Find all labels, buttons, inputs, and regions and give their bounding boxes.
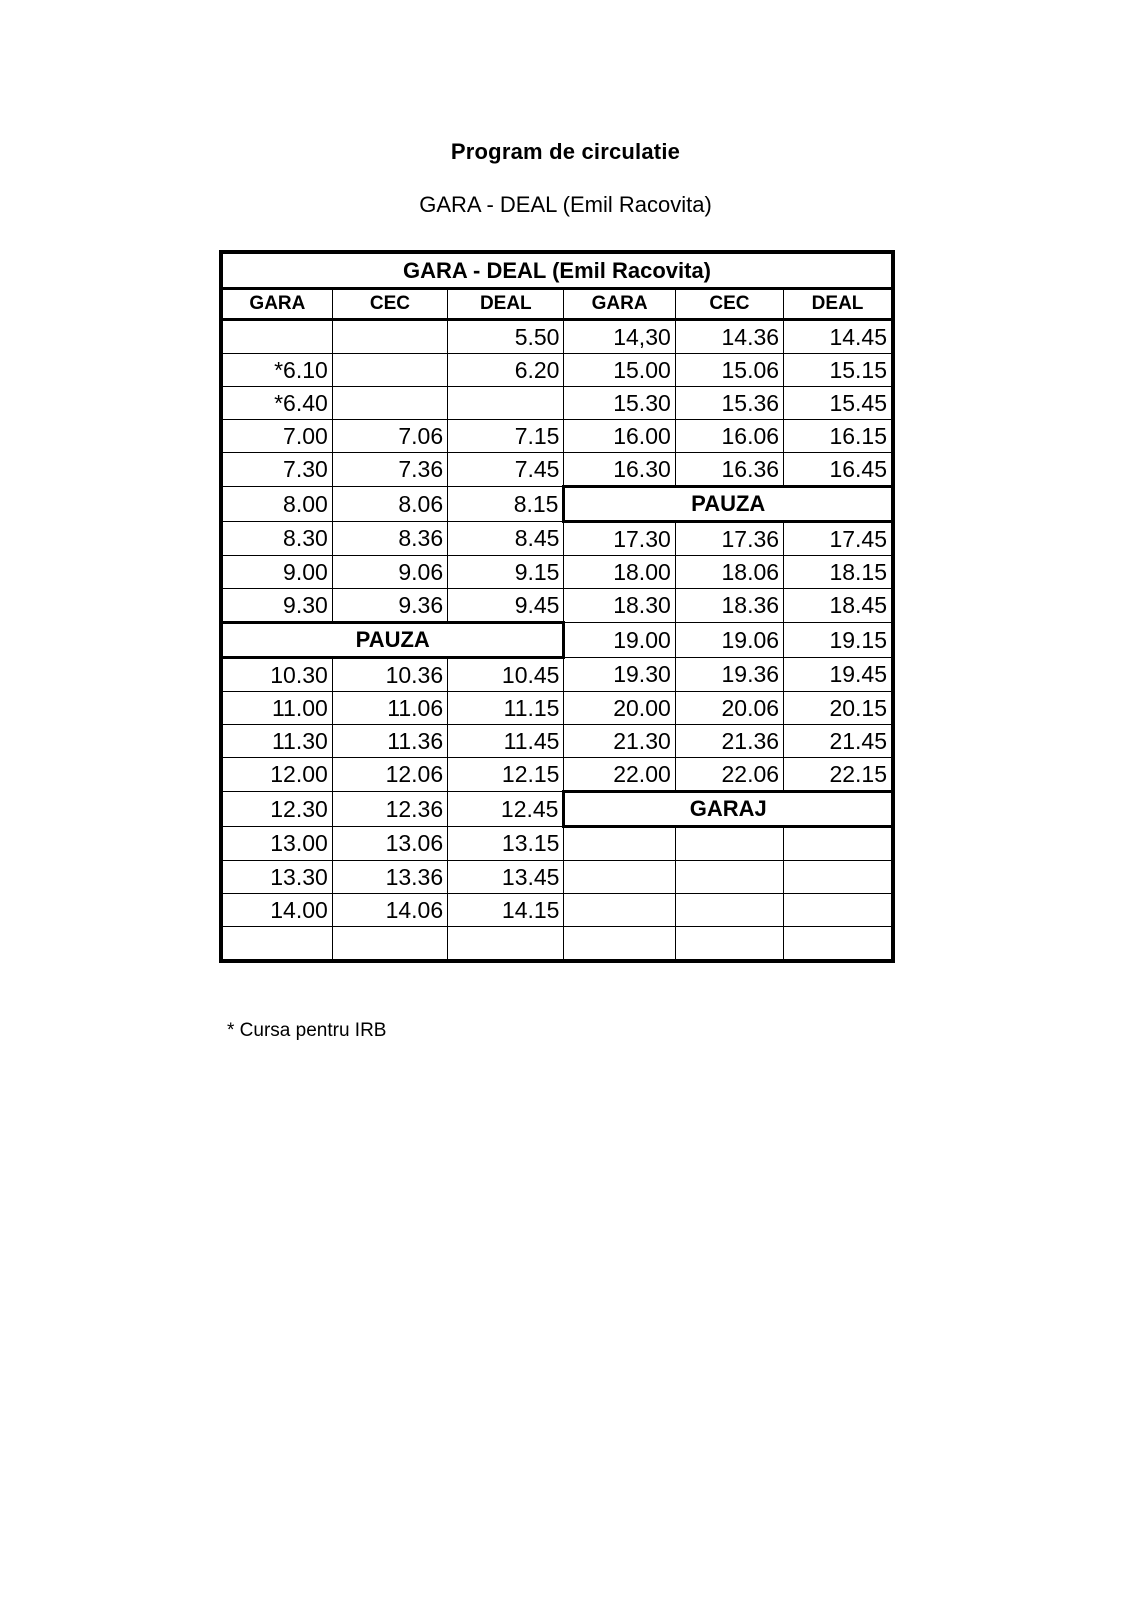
table-row [221,927,893,962]
table-row [221,894,893,927]
time-cell: 9.15 [448,556,564,589]
time-cell: 14.00 [221,894,332,927]
time-cell: 16.36 [675,453,783,487]
table-row [221,692,893,725]
table-header-row [221,289,893,320]
time-cell: 7.30 [221,453,332,487]
time-cell: 14.15 [448,894,564,927]
table-title-row [221,252,893,289]
header-gara: GARA [221,289,332,320]
table-row [221,522,893,556]
time-cell: 11.30 [221,725,332,758]
header-deal: DEAL [448,289,564,320]
time-cell [564,894,675,927]
time-cell: 16.30 [564,453,675,487]
time-cell: 15.00 [564,354,675,387]
time-cell: *6.10 [221,354,332,387]
page-subtitle: GARA - DEAL (Emil Racovita) [419,192,712,217]
header-deal: DEAL [784,289,893,320]
time-cell: 13.45 [448,861,564,894]
time-cell: 7.45 [448,453,564,487]
time-cell: 9.30 [221,589,332,623]
time-cell: 10.30 [221,658,332,692]
time-cell [448,927,564,962]
time-cell: 20.00 [564,692,675,725]
time-cell: 8.36 [332,522,447,556]
time-cell [332,387,447,420]
time-cell: 20.06 [675,692,783,725]
time-cell [784,827,893,861]
header-cec: CEC [675,289,783,320]
time-cell: 8.15 [448,487,564,522]
table-row [221,725,893,758]
time-cell: 18.36 [675,589,783,623]
time-cell [332,320,447,354]
time-cell: 18.15 [784,556,893,589]
time-cell: 15.06 [675,354,783,387]
time-cell [675,827,783,861]
time-cell: 11.00 [221,692,332,725]
time-cell: 7.00 [221,420,332,453]
header-cec: CEC [332,289,447,320]
break-cell: PAUZA [221,623,564,658]
table-row [221,827,893,861]
time-cell: 13.15 [448,827,564,861]
time-cell: 12.15 [448,758,564,792]
time-cell: 7.06 [332,420,447,453]
table-row [221,623,893,658]
time-cell: 9.36 [332,589,447,623]
time-cell: 18.00 [564,556,675,589]
time-cell: 10.45 [448,658,564,692]
time-cell [675,861,783,894]
time-cell: 10.36 [332,658,447,692]
time-cell: 19.06 [675,623,783,658]
time-cell: 9.00 [221,556,332,589]
time-cell: 7.36 [332,453,447,487]
time-cell: 17.30 [564,522,675,556]
time-cell: 8.06 [332,487,447,522]
time-cell: 18.30 [564,589,675,623]
time-cell: 11.06 [332,692,447,725]
time-cell: 19.15 [784,623,893,658]
time-cell: 22.15 [784,758,893,792]
time-cell [564,861,675,894]
time-cell: 18.45 [784,589,893,623]
table-row [221,589,893,623]
time-cell: 22.06 [675,758,783,792]
time-cell: 16.06 [675,420,783,453]
time-cell: 12.45 [448,792,564,827]
time-cell: 11.45 [448,725,564,758]
table-row [221,320,893,354]
time-cell: 17.45 [784,522,893,556]
time-cell: 19.30 [564,658,675,692]
time-cell: 11.36 [332,725,447,758]
time-cell: 13.06 [332,827,447,861]
time-cell [332,927,447,962]
break-cell: GARAJ [564,792,893,827]
time-cell [332,354,447,387]
table-row [221,792,893,827]
break-cell: PAUZA [564,487,893,522]
table-row [221,758,893,792]
time-cell: 12.00 [221,758,332,792]
time-cell: 20.15 [784,692,893,725]
time-cell: 16.00 [564,420,675,453]
time-cell: 15.36 [675,387,783,420]
table-row [221,556,893,589]
time-cell: 19.00 [564,623,675,658]
table-row [221,387,893,420]
time-cell: 8.30 [221,522,332,556]
time-cell: 7.15 [448,420,564,453]
table-title: GARA - DEAL (Emil Racovita) [221,252,893,289]
time-cell: 12.06 [332,758,447,792]
time-cell: 13.30 [221,861,332,894]
table-row [221,861,893,894]
page-title: Program de circulatie [450,139,681,164]
table-row [221,420,893,453]
time-cell: 19.45 [784,658,893,692]
time-cell: 12.30 [221,792,332,827]
schedule-body [221,252,893,961]
header-gara: GARA [564,289,675,320]
time-cell: 13.36 [332,861,447,894]
time-cell: 5.50 [448,320,564,354]
time-cell: 8.00 [221,487,332,522]
time-cell [675,927,783,962]
time-cell [564,927,675,962]
time-cell: 15.45 [784,387,893,420]
footnote: * Cursa pentru IRB [227,1020,387,1041]
time-cell [448,387,564,420]
time-cell: 15.30 [564,387,675,420]
time-cell [221,927,332,962]
time-cell: 6.20 [448,354,564,387]
time-cell [784,861,893,894]
table-row [221,658,893,692]
table-row [221,453,893,487]
time-cell: 14.45 [784,320,893,354]
time-cell: 21.45 [784,725,893,758]
time-cell [564,827,675,861]
time-cell: 14,30 [564,320,675,354]
time-cell: 22.00 [564,758,675,792]
time-cell: 21.30 [564,725,675,758]
schedule-table [219,250,895,963]
time-cell: 16.15 [784,420,893,453]
time-cell: 14.36 [675,320,783,354]
time-cell [784,927,893,962]
time-cell: 13.00 [221,827,332,861]
time-cell [221,320,332,354]
time-cell: 8.45 [448,522,564,556]
time-cell: *6.40 [221,387,332,420]
time-cell [784,894,893,927]
time-cell: 12.36 [332,792,447,827]
time-cell: 17.36 [675,522,783,556]
time-cell: 9.06 [332,556,447,589]
time-cell: 9.45 [448,589,564,623]
table-row [221,487,893,522]
time-cell: 11.15 [448,692,564,725]
time-cell: 18.06 [675,556,783,589]
table-row [221,354,893,387]
time-cell: 19.36 [675,658,783,692]
time-cell [675,894,783,927]
time-cell: 15.15 [784,354,893,387]
time-cell: 16.45 [784,453,893,487]
time-cell: 21.36 [675,725,783,758]
time-cell: 14.06 [332,894,447,927]
